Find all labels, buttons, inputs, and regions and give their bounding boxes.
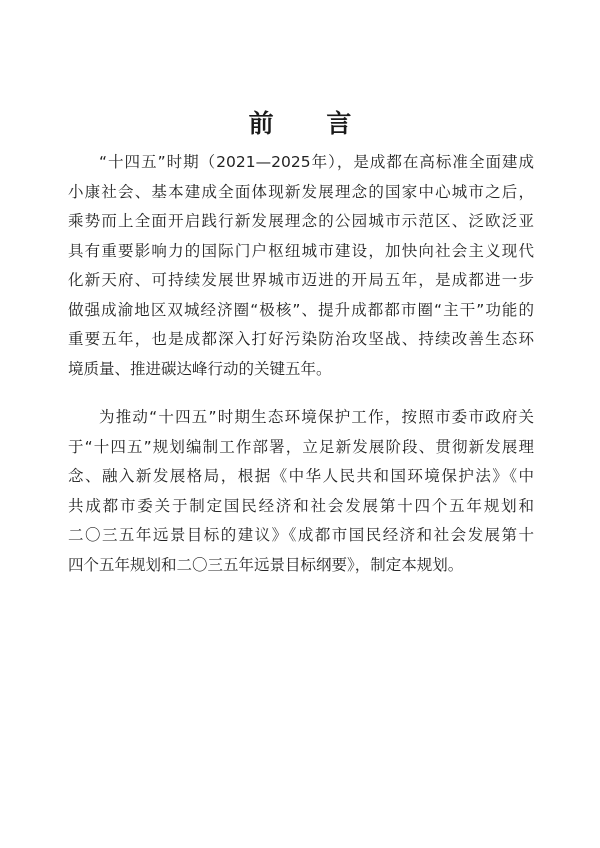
paragraph-line: 小康社会、基本建成全面体现新发展理念的国家中心城市之后，	[68, 182, 534, 201]
paragraph-line: 于“十四五”规划编制工作部署，立足新发展阶段、贯彻新发展理	[68, 437, 534, 456]
paragraph-line: 做强成渝地区双城经济圈“极核”、提升成都都市圈“主干”功能的	[68, 300, 534, 319]
paragraph-line: 化新天府、可持续发展世界城市迈进的开局五年，是成都进一步	[68, 271, 534, 289]
paragraph-line: 乘势而上全面开启践行新发展理念的公园城市示范区、泛欧泛亚	[68, 212, 534, 230]
paragraph-line: 重要五年，也是成都深入打好污染防治攻坚战、持续改善生态环	[68, 330, 534, 348]
paragraph-line: 二〇三五年远景目标的建议》《成都市国民经济和社会发展第十	[68, 526, 534, 544]
paragraph-line: 境质量、推进碳达峰行动的关键五年。	[68, 359, 332, 378]
paragraph-line: 具有重要影响力的国际门户枢纽城市建设，加快向社会主义现代	[68, 241, 534, 260]
paragraph-line: 为推动“十四五”时期生态环境保护工作，按照市委市政府关	[99, 408, 534, 426]
paragraph-line: “十四五”时期（2021—2025年），是成都在高标准全面建成	[99, 153, 534, 171]
paragraph-1	[68, 148, 534, 384]
paragraph-2	[68, 403, 534, 580]
paragraph-line: 念、融入新发展格局，根据《中华人民共和国环境保护法》《中	[68, 467, 534, 485]
paragraph-line: 共成都市委关于制定国民经济和社会发展第十四个五年规划和	[68, 496, 534, 515]
page-title: 前 言	[248, 109, 374, 138]
paragraph-line: 四个五年规划和二〇三五年远景目标纲要》，制定本规划。	[68, 555, 464, 574]
